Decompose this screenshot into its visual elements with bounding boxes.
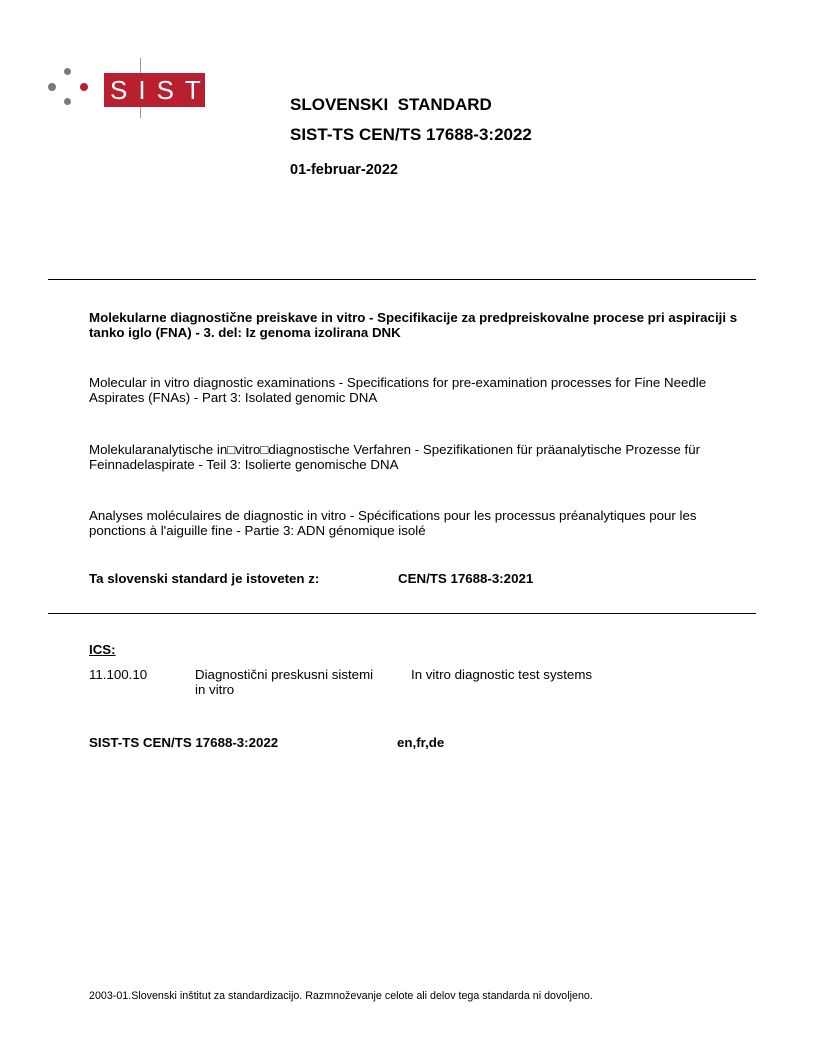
title-french: Analyses moléculaires de diagnostic in vitro - Spécifications pour les processus préanalytiques pour les ponctions à l'aiguille fine - Partie 3: ADN génomique isolé [89,508,697,538]
ics-description-english: In vitro diagnostic test systems [411,667,593,682]
bottom-divider [48,613,756,614]
identical-value: CEN/TS 17688-3:2021 [398,571,534,586]
copyright-footer: 2003-01.Slovenski inštitut za standardizacijo. Razmnoževanje celote ali delov tega standarda ni dovoljeno. [89,990,593,1002]
standard-code-heading: SIST-TS CEN/TS 17688-3:2022 [290,125,532,144]
ics-description-slovenian: Diagnostični preskusni sistemi in vitro [195,667,374,697]
ics-label: ICS: [89,642,116,657]
logo-dot-bottom [64,98,71,105]
logo-wordmark: SIST [104,73,205,107]
identical-label: Ta slovenski standard je istoveten z: [89,571,320,586]
logo-dot-red [80,83,88,91]
title-english: Molecular in vitro diagnostic examinations - Specifications for pre-examination processes for Fine Needle Aspirates (FNAs) - Part 3: Isolated genomic DNA [89,375,707,405]
reference-languages: en,fr,de [397,735,445,750]
logo-dot-top [64,68,71,75]
ics-code: 11.100.10 [89,667,148,682]
standard-type-heading: SLOVENSKI STANDARD [290,95,492,114]
title-slovenian: Molekularne diagnostične preiskave in vitro - Specifikacije za predpreiskovalne procese pri aspiraciji s tanko iglo (FNA) - 3. del: Iz genoma izolirana DNK [89,310,738,340]
title-german: Molekularanalytische in□vitro□diagnostische Verfahren - Spezifikationen für präanalytische Prozesse für Feinnadelaspirate - Teil 3: Isolierte genomische DNA [89,442,701,472]
top-divider [48,279,756,280]
logo-dot-left [48,83,56,91]
sist-logo [48,68,212,120]
reference-code: SIST-TS CEN/TS 17688-3:2022 [89,735,279,750]
publication-date: 01-februar-2022 [290,162,398,178]
